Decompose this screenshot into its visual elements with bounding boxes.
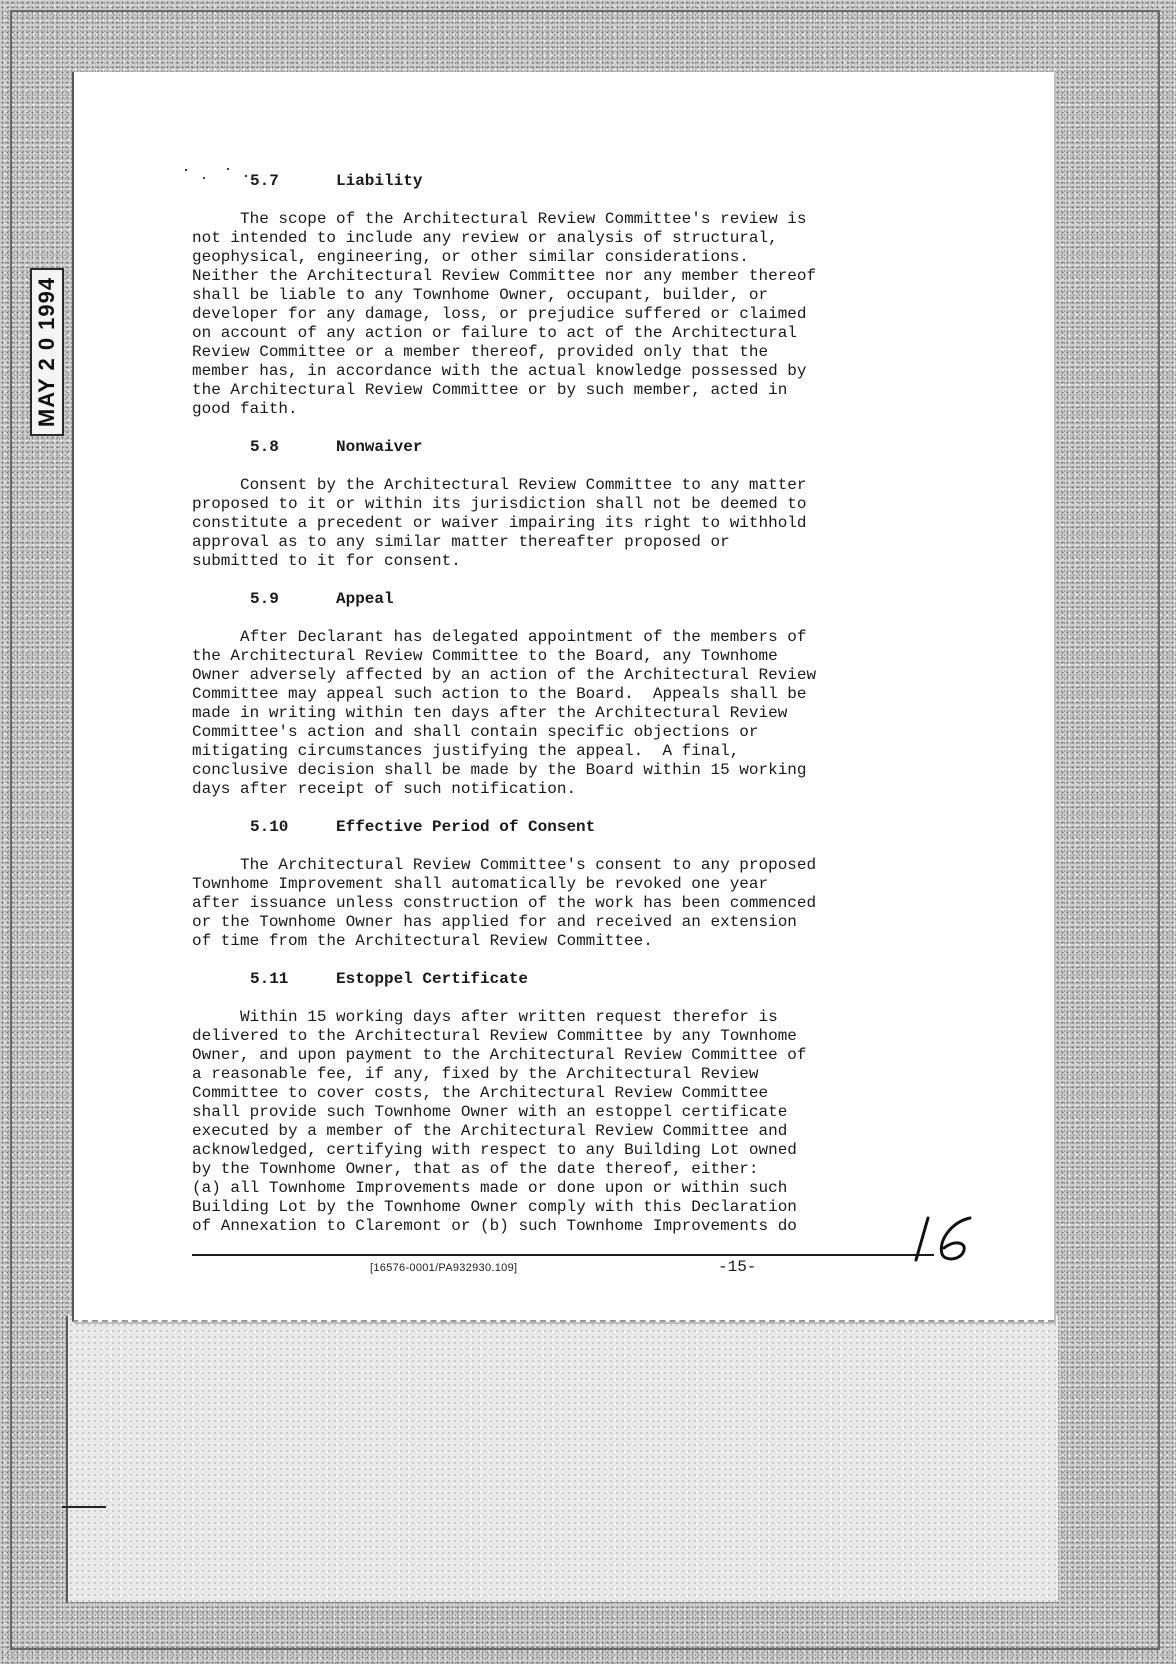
text-line: good faith. [192,400,298,418]
section-number: 5.10 [250,818,289,836]
section-paragraph [192,1008,952,1236]
text-line: shall be liable to any Townhome Owner, occupant, builder, or [192,286,769,304]
text-line: After Declarant has delegated appointment of the members of [192,628,807,646]
section-paragraph [192,856,952,951]
section-title: Estoppel Certificate [336,970,529,988]
text-line: Committee to cover costs, the Architectural Review Committee [192,1084,769,1102]
text-line: The scope of the Architectural Review Committee's review is [192,210,807,228]
section-5-10 [192,818,952,951]
text-line: geophysical, engineering, or other similar considerations. [192,248,749,266]
section-paragraph [192,210,952,419]
text-line: (a) all Townhome Improvements made or done upon or within such [192,1179,788,1197]
document-reference: [16576-0001/PA932930.109] [370,1262,518,1274]
text-line: acknowledged, certifying with respect to any Building Lot owned [192,1141,797,1159]
document-body [192,172,952,1255]
section-5-8 [192,438,952,571]
text-line: by the Townhome Owner, that as of the date thereof, either: [192,1160,759,1178]
scan-mark [62,1506,106,1508]
text-line: executed by a member of the Architectural Review Committee and [192,1122,788,1140]
text-line: made in writing within ten days after the Architectural Review [192,704,788,722]
text-line: proposed to it or within its jurisdiction shall not be deemed to [192,495,807,513]
section-title: Appeal [336,590,394,608]
text-line: Owner, and upon payment to the Architectural Review Committee of [192,1046,807,1064]
section-paragraph [192,476,952,571]
text-line: The Architectural Review Committee's consent to any proposed [192,856,817,874]
text-line: Neither the Architectural Review Committee nor any member thereof [192,267,817,285]
section-5-7 [192,172,952,419]
text-line: Townhome Improvement shall automatically be revoked one year [192,875,769,893]
text-line: Within 15 working days after written request therefor is [192,1008,778,1026]
section-number: 5.9 [250,590,279,608]
text-line: Owner adversely affected by an action of the Architectural Review [192,666,817,684]
text-line: shall provide such Townhome Owner with an estoppel certificate [192,1103,788,1121]
text-line: not intended to include any review or analysis of structural, [192,229,778,247]
text-line: after issuance unless construction of the work has been commenced [192,894,817,912]
underlying-sheet [66,1316,1058,1603]
text-line: a reasonable fee, if any, fixed by the Architectural Review [192,1065,759,1083]
section-title: Nonwaiver [336,438,423,456]
text-line: or the Townhome Owner has applied for and received an extension [192,913,797,931]
text-line: member has, in accordance with the actual knowledge possessed by [192,362,807,380]
page-number: -15- [718,1258,757,1276]
date-stamp-text: MAY 2 0 1994 [34,276,60,428]
footer-rule [192,1254,934,1256]
section-heading [192,590,952,609]
section-5-11 [192,970,952,1236]
section-heading [192,172,952,191]
section-number: 5.8 [250,438,279,456]
text-line: mitigating circumstances justifying the appeal. A final, [192,742,740,760]
text-line: Consent by the Architectural Review Committee to any matter [192,476,807,494]
text-line: Building Lot by the Townhome Owner comply with this Declaration [192,1198,797,1216]
section-title: Liability [336,172,423,190]
section-heading [192,818,952,837]
section-number: 5.11 [250,970,289,988]
text-line: days after receipt of such notification. [192,780,577,798]
text-line: Committee may appeal such action to the Board. Appeals shall be [192,685,807,703]
text-line: approval as to any similar matter thereafter proposed or [192,533,730,551]
section-5-9 [192,590,952,799]
text-line: submitted to it for consent. [192,552,461,570]
text-line: on account of any action or failure to act of the Architectural [192,324,797,342]
text-line: delivered to the Architectural Review Committee by any Townhome [192,1027,797,1045]
section-number: 5.7 [250,172,279,190]
text-line: of Annexation to Claremont or (b) such Townhome Improvements do [192,1217,797,1235]
section-heading [192,970,952,989]
text-line: conclusive decision shall be made by the Board within 15 working [192,761,807,779]
text-line: the Architectural Review Committee or by such member, acted in [192,381,788,399]
date-stamp [30,268,64,436]
text-line: constitute a precedent or waiver impairing its right to withhold [192,514,807,532]
handwritten-page-number [912,1212,982,1264]
section-title: Effective Period of Consent [336,818,596,836]
section-paragraph [192,628,952,799]
text-line: developer for any damage, loss, or prejudice suffered or claimed [192,305,807,323]
text-line: of time from the Architectural Review Committee. [192,932,653,950]
text-line: the Architectural Review Committee to the Board, any Townhome [192,647,778,665]
section-heading [192,438,952,457]
text-line: Committee's action and shall contain specific objections or [192,723,759,741]
text-line: Review Committee or a member thereof, provided only that the [192,343,769,361]
